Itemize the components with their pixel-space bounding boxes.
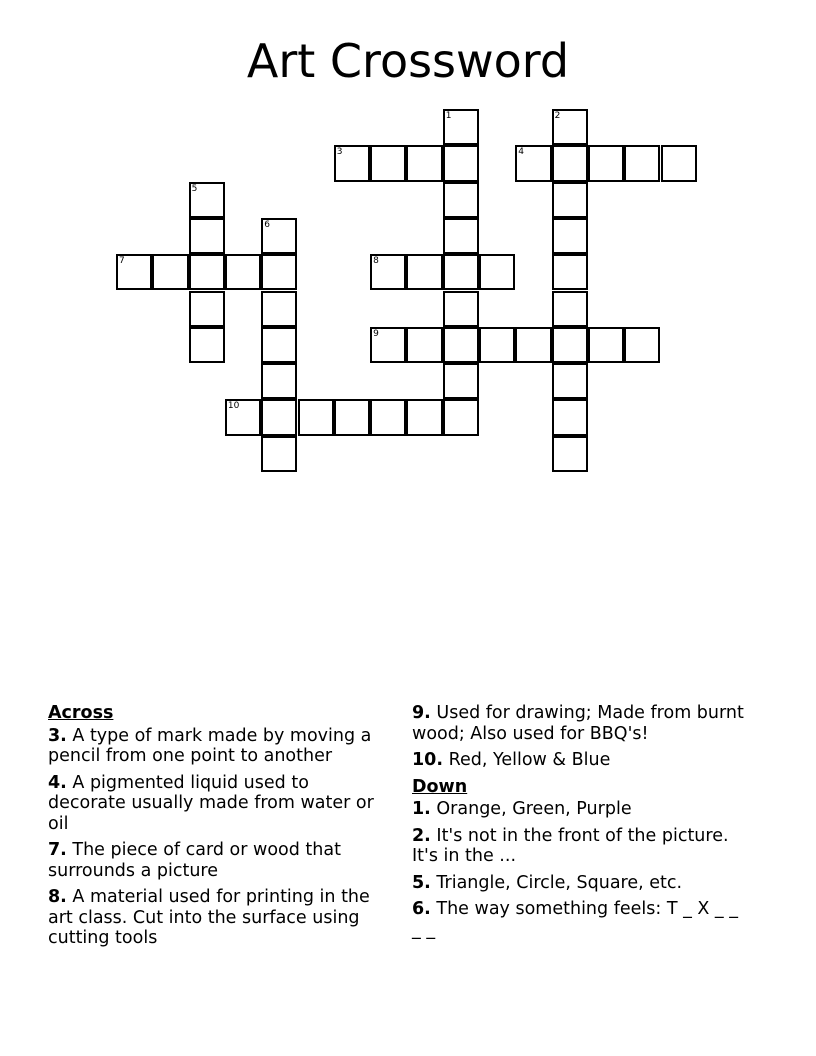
grid-cell[interactable] — [225, 399, 261, 435]
grid-cell[interactable] — [261, 291, 297, 327]
clue-text: Red, Yellow & Blue — [448, 750, 611, 770]
grid-cell[interactable] — [479, 254, 515, 290]
grid-cell[interactable] — [370, 145, 406, 181]
cell-number: 7 — [119, 256, 125, 267]
grid-cell[interactable] — [552, 218, 588, 254]
grid-cell[interactable] — [443, 399, 479, 435]
clue-number: 8. — [48, 887, 67, 907]
grid-cell[interactable] — [443, 254, 479, 290]
page-title: Art Crossword — [246, 34, 570, 88]
clue-text: A pigmented liquid used to decorate usually made from water or oil — [48, 772, 374, 834]
grid-cell[interactable] — [443, 145, 479, 181]
clue-number: 1. — [412, 799, 431, 819]
cell-number: 6 — [264, 219, 270, 230]
grid-cell[interactable] — [552, 182, 588, 218]
clue-across-7 — [48, 840, 388, 881]
clue-across-4 — [48, 773, 388, 835]
cell-number: 9 — [373, 328, 379, 339]
grid-cell[interactable] — [552, 109, 588, 145]
grid-cell[interactable] — [515, 327, 551, 363]
grid-cell[interactable] — [261, 327, 297, 363]
clue-number: 3. — [48, 725, 67, 746]
grid-cell[interactable] — [443, 291, 479, 327]
across-heading: Across — [48, 703, 114, 723]
grid-cell[interactable] — [588, 145, 624, 181]
grid-cell[interactable] — [261, 218, 297, 254]
clue-across-8 — [48, 887, 388, 949]
grid-cell[interactable] — [443, 182, 479, 218]
grid-cell[interactable] — [552, 327, 588, 363]
clue-text: It's not in the front of the picture. It's in the ... — [412, 825, 729, 866]
grid-cell[interactable] — [334, 399, 370, 435]
grid-cell[interactable] — [261, 399, 297, 435]
grid-cell[interactable] — [443, 109, 479, 145]
cell-number: 1 — [445, 111, 452, 121]
cell-number: 4 — [518, 147, 525, 158]
clue-number: 10. — [412, 750, 444, 770]
clue-text: The way something feels: T _ X _ _ _ _ — [412, 899, 738, 940]
grid-cell[interactable] — [661, 145, 697, 181]
grid-cell[interactable] — [406, 399, 442, 435]
cell-number: 3 — [336, 147, 343, 158]
clue-text: A material used for printing in the art class. Cut into the surface using cutting tools — [48, 887, 370, 948]
grid-cell[interactable] — [479, 327, 515, 363]
grid-cell[interactable] — [443, 363, 479, 399]
grid-cell[interactable] — [189, 254, 225, 290]
grid-cell[interactable] — [370, 399, 406, 435]
grid-cell[interactable] — [515, 145, 551, 181]
grid-cell[interactable] — [552, 363, 588, 399]
clue-down-5 — [412, 873, 752, 894]
grid-cell[interactable] — [443, 327, 479, 363]
grid-cell[interactable] — [624, 327, 660, 363]
clue-number: 9. — [412, 703, 431, 723]
grid-cell[interactable] — [406, 327, 442, 363]
grid-cell[interactable] — [116, 254, 152, 290]
grid-cell[interactable] — [261, 254, 297, 290]
grid-cell[interactable] — [261, 363, 297, 399]
cell-number: 2 — [554, 111, 561, 121]
grid-cell[interactable] — [552, 291, 588, 327]
grid-cell[interactable] — [370, 254, 406, 290]
cell-number: 8 — [373, 256, 379, 267]
grid-cell[interactable] — [624, 145, 660, 181]
clue-text: The piece of card or wood that surrounds a picture — [48, 840, 341, 881]
grid-cell[interactable] — [261, 436, 297, 472]
grid-cell[interactable] — [152, 254, 188, 290]
clue-across-3 — [48, 726, 388, 767]
clue-down-6 — [412, 899, 752, 940]
clue-number: 5. — [412, 872, 431, 893]
grid-cell[interactable] — [552, 436, 588, 472]
grid-cell[interactable] — [588, 327, 624, 363]
grid-cell[interactable] — [443, 218, 479, 254]
grid-cell[interactable] — [552, 399, 588, 435]
grid-cell[interactable] — [406, 254, 442, 290]
clue-down-1 — [412, 799, 752, 820]
grid-cell[interactable] — [334, 145, 370, 181]
grid-cell[interactable] — [189, 327, 225, 363]
grid-cell[interactable] — [370, 327, 406, 363]
clues-right-column — [412, 703, 752, 946]
down-heading: Down — [412, 776, 468, 797]
clue-text: Used for drawing; Made from burnt wood; Also used for BBQ's! — [412, 703, 744, 744]
clue-number: 4. — [48, 772, 67, 793]
grid-cell[interactable] — [189, 218, 225, 254]
clue-text: Triangle, Circle, Square, etc. — [436, 872, 683, 893]
grid-cell[interactable] — [298, 399, 334, 435]
cell-number: 10 — [227, 401, 240, 412]
clue-text: A type of mark made by moving a pencil from one point to another — [48, 725, 372, 766]
grid-cell[interactable] — [406, 145, 442, 181]
clue-number: 6. — [412, 899, 431, 919]
grid-cell[interactable] — [189, 182, 225, 218]
clue-text: Orange, Green, Purple — [436, 799, 632, 819]
grid-cell[interactable] — [225, 254, 261, 290]
grid-cell[interactable] — [552, 145, 588, 181]
grid-cell[interactable] — [552, 254, 588, 290]
clues-left-column — [48, 703, 388, 955]
clue-down-2 — [412, 826, 752, 867]
cell-number: 5 — [191, 183, 198, 194]
grid-cell[interactable] — [189, 291, 225, 327]
clue-number: 2. — [412, 825, 431, 846]
clue-across-9 — [412, 703, 752, 744]
clue-across-10 — [412, 750, 752, 771]
clue-number: 7. — [48, 840, 67, 860]
